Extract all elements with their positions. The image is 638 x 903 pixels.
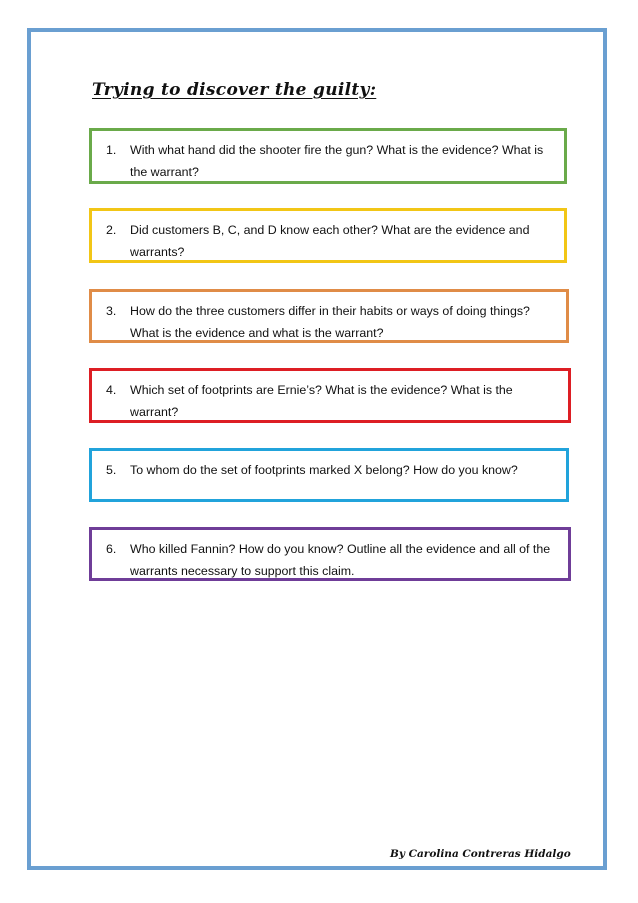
question-text: Who killed Fannin? How do you know? Outline all the evidence and all of the warrants necessary to support this claim. [130,542,551,578]
page-title: Trying to discover the guilty: [92,80,377,100]
question-number: 3. [106,304,117,318]
question-number: 2. [106,223,117,237]
question-text: With what hand did the shooter fire the gun? What is the evidence? What is the warrant? [130,143,544,179]
question-text: Did customers B, C, and D know each other? What are the evidence and warrants? [130,223,530,259]
question-text: To whom do the set of footprints marked X belong? How do you know? [130,463,518,477]
question-number: 4. [106,383,117,397]
question-text: Which set of footprints are Ernie’s? What is the evidence? What is the warrant? [130,383,513,419]
question-box-5 [89,448,569,502]
question-number: 5. [106,463,117,477]
question-box-2 [89,208,567,263]
question-box-1 [89,128,567,184]
question-number: 1. [106,143,117,157]
question-number: 6. [106,542,117,556]
author-credit: By Carolina Contreras Hidalgo [390,848,571,860]
question-box-3 [89,289,569,343]
question-box-6 [89,527,571,581]
question-text: How do the three customers differ in their habits or ways of doing things? What is the evidence and what is the warrant? [130,304,530,340]
question-box-4 [89,368,571,423]
